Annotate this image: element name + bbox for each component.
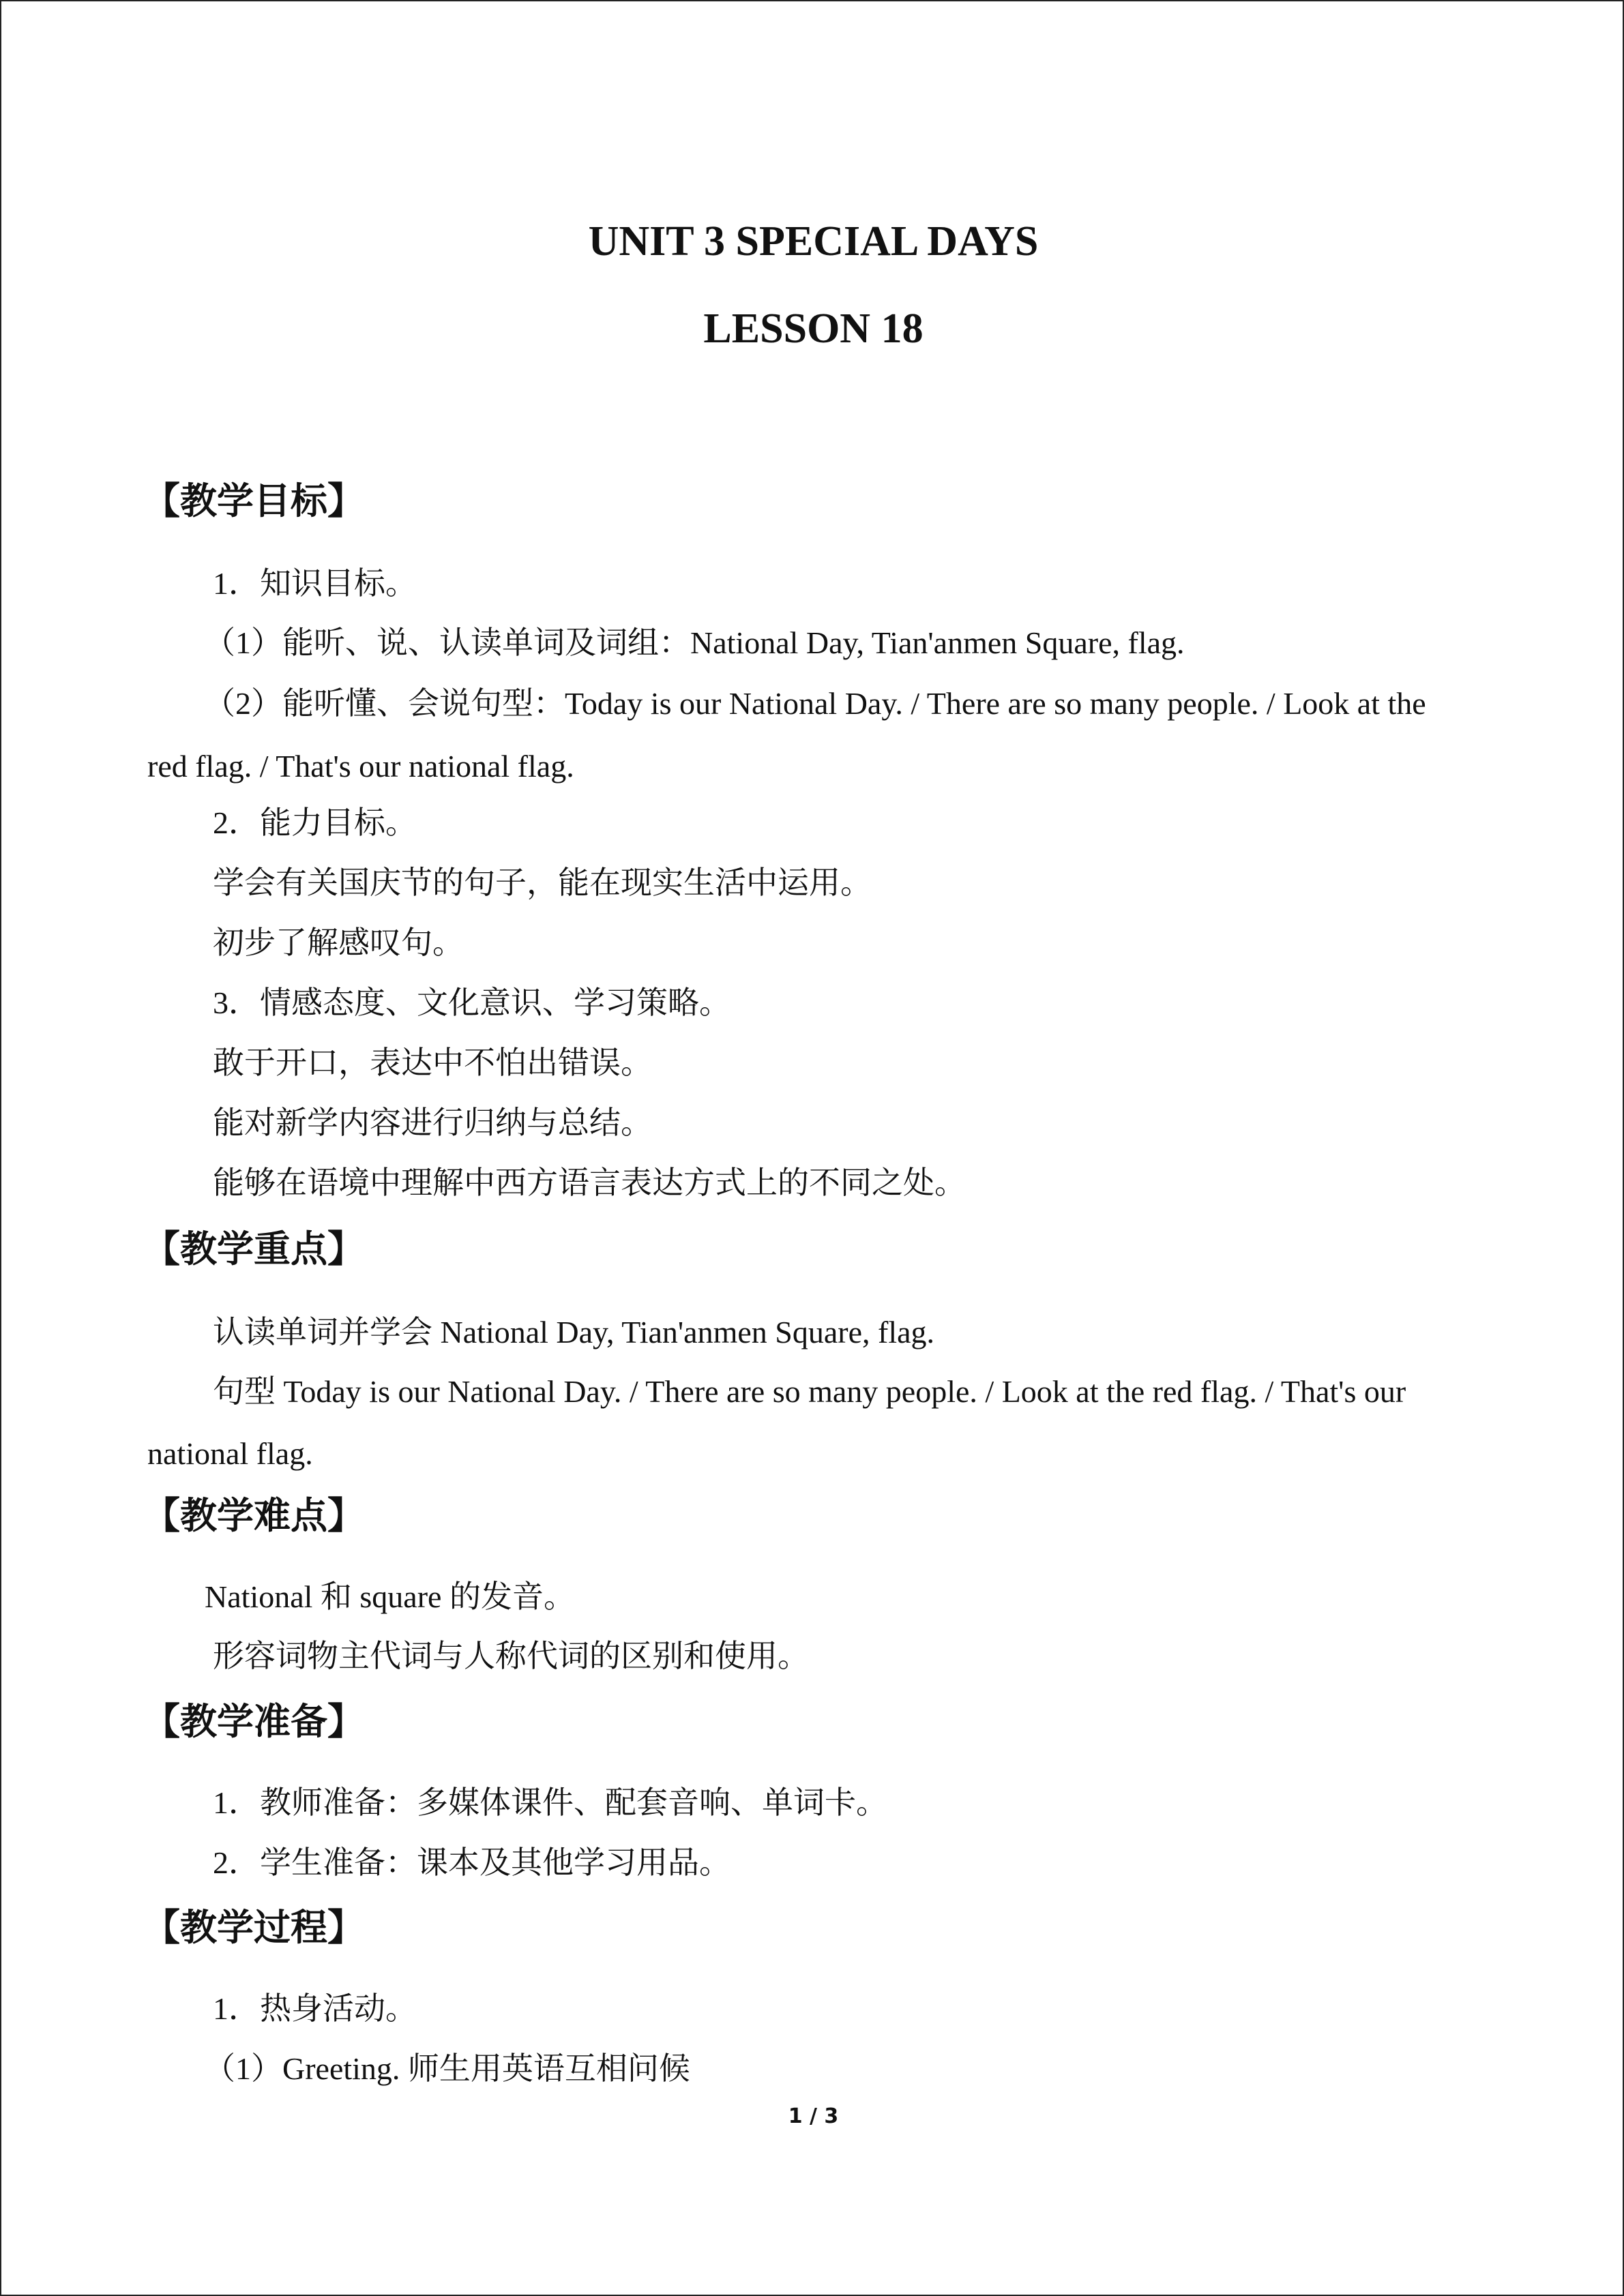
goals-line: 能对新学内容进行归纳与总结。 — [213, 1105, 652, 1140]
preparation-line: 2．学生准备：课本及其他学习用品。 — [213, 1845, 730, 1880]
key-points-line: national flag. — [147, 1436, 313, 1471]
page-number: 1 / 3 — [788, 2104, 839, 2128]
goals-line: red flag. / That's our national flag. — [147, 749, 574, 784]
difficulties-line: National 和 square 的发音。 — [205, 1579, 575, 1614]
document-title: UNIT 3 SPECIAL DAYS — [588, 218, 1039, 265]
section-heading-difficulties: 【教学难点】 — [143, 1494, 364, 1537]
goals-line: 学会有关国庆节的句子，能在现实生活中运用。 — [213, 865, 872, 900]
key-points-line: 句型 Today is our National Day. / There are so many people. / Look at the red flag. / That's our — [213, 1374, 1406, 1409]
document-subtitle: LESSON 18 — [703, 305, 924, 352]
key-points-line: 认读单词并学会 National Day, Tian'anmen Square, flag. — [213, 1315, 935, 1350]
goals-line: 2．能力目标。 — [213, 805, 417, 840]
process-line: 1．热身活动。 — [213, 1991, 417, 2026]
goals-line: 能够在语境中理解中西方语言表达方式上的不同之处。 — [213, 1165, 966, 1200]
difficulties-line: 形容词物主代词与人称代词的区别和使用。 — [213, 1639, 809, 1673]
section-heading-key-points: 【教学重点】 — [143, 1227, 364, 1270]
goals-line: 3．情感态度、文化意识、学习策略。 — [213, 985, 730, 1020]
section-heading-goals: 【教学目标】 — [143, 479, 364, 522]
goals-line: 初步了解感叹句。 — [213, 925, 464, 960]
goals-line: 1．知识目标。 — [213, 566, 417, 601]
goals-line: （1）能听、说、认读单词及词组：National Day, Tian'anmen Square, flag. — [204, 625, 1185, 660]
process-line: （1）Greeting. 师生用英语互相问候 — [204, 2051, 690, 2086]
goals-line: 敢于开口，表达中不怕出错误。 — [213, 1045, 652, 1080]
section-heading-preparation: 【教学准备】 — [143, 1700, 364, 1743]
section-heading-process: 【教学过程】 — [143, 1906, 364, 1949]
goals-line: （2）能听懂、会说句型：Today is our National Day. / There are so many people. / Look at the — [204, 686, 1426, 721]
preparation-line: 1．教师准备：多媒体课件、配套音响、单词卡。 — [213, 1785, 887, 1820]
